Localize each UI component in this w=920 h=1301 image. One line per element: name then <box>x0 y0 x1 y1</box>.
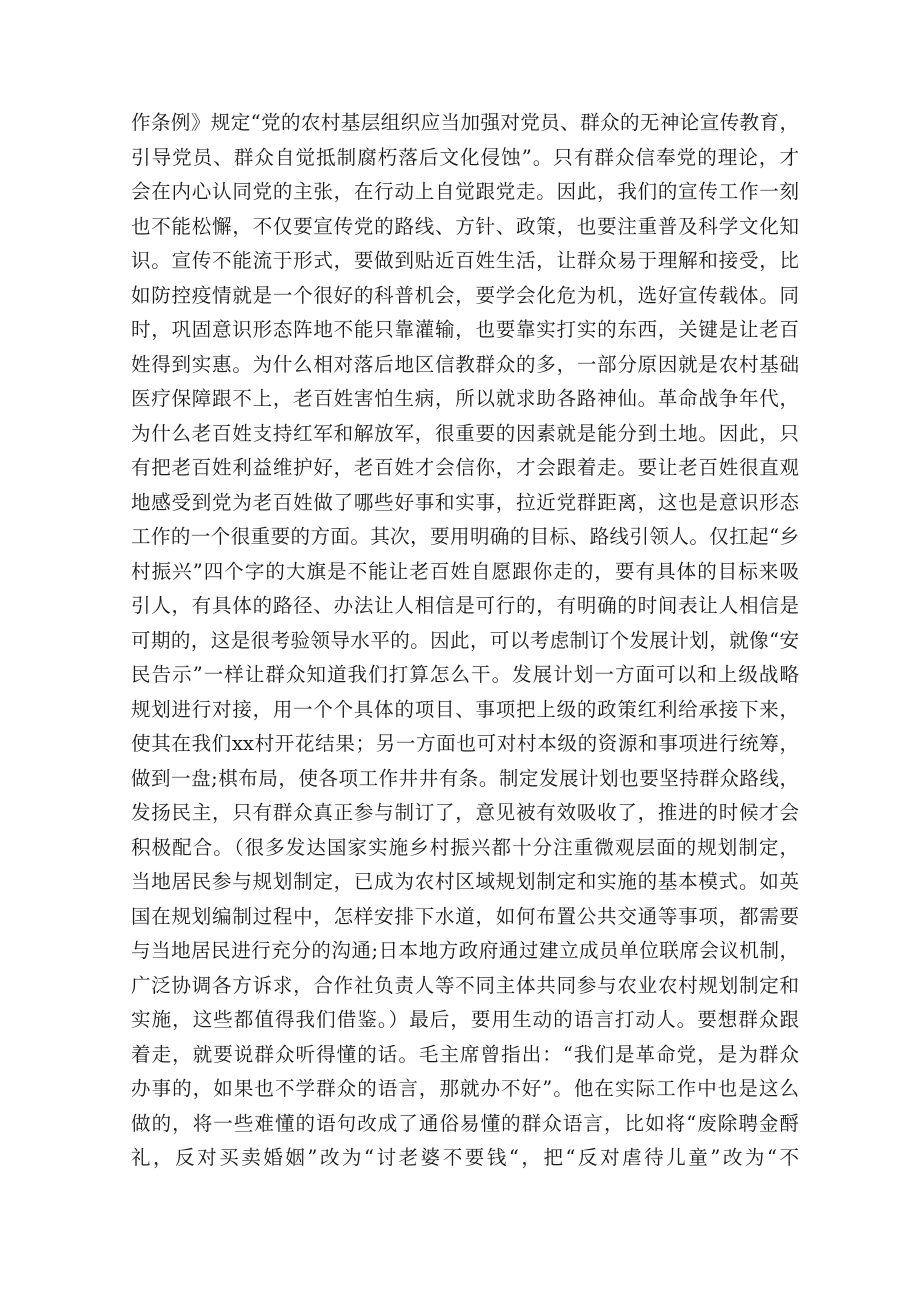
text-line: 使其在我们xx村开花结果；另一方面也可对村本级的资源和事项进行统筹， <box>131 732 799 755</box>
text-line: 积极配合。（很多发达国家实施乡村振兴都十分注重微观层面的规划制定， <box>131 835 799 859</box>
text-line: 发扬民主，只有群众真正参与制订了，意见被有效吸收了，推进的时候才会 <box>131 801 799 824</box>
text-line: 如防控疫情就是一个很好的科普机会，要学会化危为机，选好宣传载体。同 <box>131 283 799 307</box>
text-line: 医疗保障跟不上，老百姓害怕生病，所以就求助各路神仙。革命战争年代， <box>131 387 799 410</box>
text-line: 广泛协调各方诉求，合作社负责人等不同主体共同参与农业农村规划制定和 <box>131 973 799 997</box>
text-line: 识。宣传不能流于形式，要做到贴近百姓生活，让群众易于理解和接受，比 <box>131 249 799 272</box>
text-line: 办事的，如果也不学群众的语言，那就办不好”。他在实际工作中也是这么 <box>131 1077 799 1100</box>
text-line: 引导党员、群众自觉抵制腐朽落后文化侵蚀”。只有群众信奉党的理论，才 <box>131 145 799 169</box>
text-line: 与当地居民进行充分的沟通;日本地方政府通过建立成员单位联席会议机制， <box>131 939 799 962</box>
text-line: 民告示”一样让群众知道我们打算怎么干。发展计划一方面可以和上级战略 <box>131 663 799 686</box>
text-line: 引人，有具体的路径、办法让人相信是可行的，有明确的时间表让人相信是 <box>131 594 799 617</box>
text-line: 着走，就要说群众听得懂的话。毛主席曾指出：“我们是革命党，是为群众 <box>131 1042 799 1066</box>
text-line: 为什么老百姓支持红军和解放军，很重要的因素就是能分到土地。因此，只 <box>131 421 799 445</box>
text-line: 礼，反对买卖婚姻”改为“讨老婆不要钱“，把“反对虐待儿童”改为“不 <box>131 1146 799 1169</box>
text-line: 国在规划编制过程中，怎样安排下水道，如何布置公共交通等事项，都需要 <box>131 904 799 928</box>
text-line: 时，巩固意识形态阵地不能只靠灌输，也要靠实打实的东西，关键是让老百 <box>131 318 799 341</box>
text-line: 规划进行对接，用一个个具体的项目、事项把上级的政策红利给承接下来， <box>131 697 799 721</box>
text-line: 工作的一个很重要的方面。其次，要用明确的目标、路线引领人。仅扛起“乡 <box>131 525 799 548</box>
text-line: 会在内心认同党的主张，在行动上自觉跟党走。因此，我们的宣传工作一刻 <box>131 180 799 203</box>
text-line: 作条例》规定“党的农村基层组织应当加强对党员、群众的无神论宣传教育， <box>131 111 799 134</box>
text-line: 地感受到党为老百姓做了哪些好事和实事，拉近党群距离，这也是意识形态 <box>131 490 799 514</box>
body-text <box>131 106 799 1176</box>
text-line: 做的，将一些难懂的语句改成了通俗易懂的群众语言，比如将“废除聘金酹 <box>131 1111 799 1135</box>
text-line: 姓得到实惠。为什么相对落后地区信教群众的多，一部分原因就是农村基础 <box>131 352 799 376</box>
text-line: 当地居民参与规划制定，已成为农村区域规划制定和实施的基本模式。如英 <box>131 870 799 893</box>
text-line: 有把老百姓利益维护好，老百姓才会信你，才会跟着走。要让老百姓很直观 <box>131 456 799 479</box>
text-line: 实施，这些都值得我们借鉴。）最后，要用生动的语言打动人。要想群众跟 <box>131 1008 799 1031</box>
text-line: 也不能松懈，不仅要宣传党的路线、方针、政策，也要注重普及科学文化知 <box>131 214 799 238</box>
text-line: 做到一盘;棋布局，使各项工作井井有条。制定发展计划也要坚持群众路线， <box>131 766 799 790</box>
text-line: 村振兴”四个字的大旗是不能让老百姓自愿跟你走的，要有具体的目标来吸 <box>131 559 799 583</box>
text-line: 可期的，这是很考验领导水平的。因此，可以考虑制订个发展计划，就像“安 <box>131 628 799 652</box>
